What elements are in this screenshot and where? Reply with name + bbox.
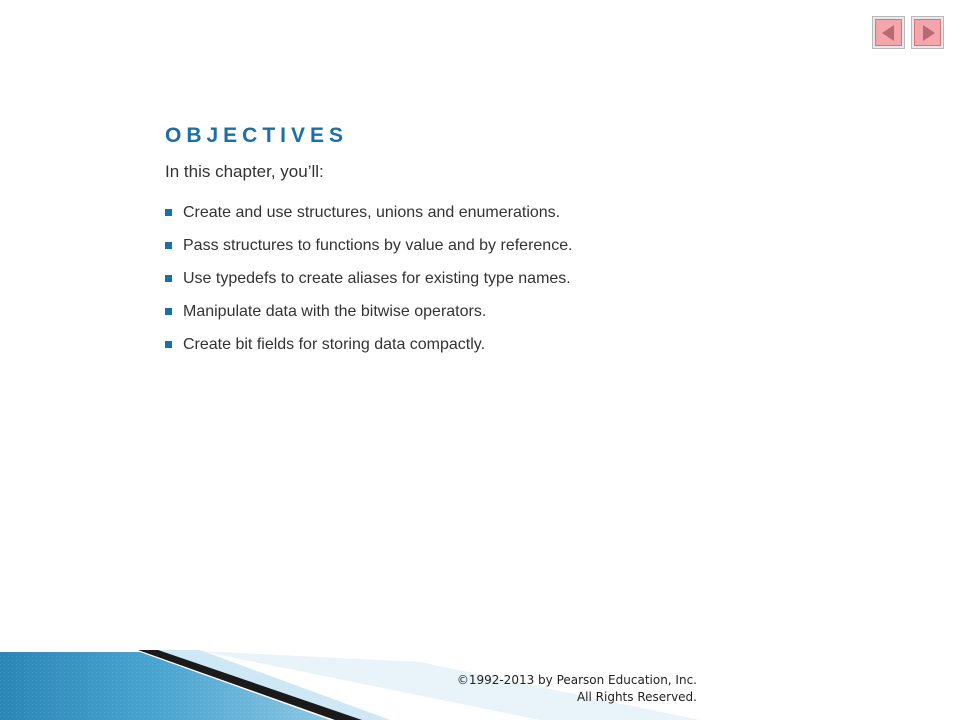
copyright-notice xyxy=(420,672,697,706)
objectives-list xyxy=(165,196,573,361)
objective-text: Create and use structures, unions and enumerations. xyxy=(183,203,561,221)
next-button-face xyxy=(914,19,941,46)
previous-button-face xyxy=(875,19,902,46)
objective-item xyxy=(165,196,573,229)
triangle-left-icon xyxy=(879,23,899,43)
square-bullet-icon xyxy=(165,242,172,249)
objective-text: Manipulate data with the bitwise operators. xyxy=(183,302,487,320)
copyright-line-2: All Rights Reserved. xyxy=(576,690,697,704)
objective-item xyxy=(165,229,573,262)
objective-item xyxy=(165,262,573,295)
square-bullet-icon xyxy=(165,209,172,216)
objectives-title: OBJECTIVES xyxy=(165,124,349,147)
objective-item xyxy=(165,295,573,328)
next-slide-button[interactable] xyxy=(911,16,944,49)
square-bullet-icon xyxy=(165,275,172,282)
previous-slide-button[interactable] xyxy=(872,16,905,49)
objective-text: Pass structures to functions by value and by reference. xyxy=(183,236,573,254)
chapter-intro: In this chapter, you’ll: xyxy=(165,162,324,181)
objective-text: Create bit fields for storing data compactly. xyxy=(183,335,486,353)
triangle-right-icon xyxy=(918,23,938,43)
objective-item xyxy=(165,328,573,361)
square-bullet-icon xyxy=(165,308,172,315)
square-bullet-icon xyxy=(165,341,172,348)
copyright-line-1: ©1992-2013 by Pearson Education, Inc. xyxy=(456,673,697,687)
objective-text: Use typedefs to create aliases for existing type names. xyxy=(183,269,571,287)
